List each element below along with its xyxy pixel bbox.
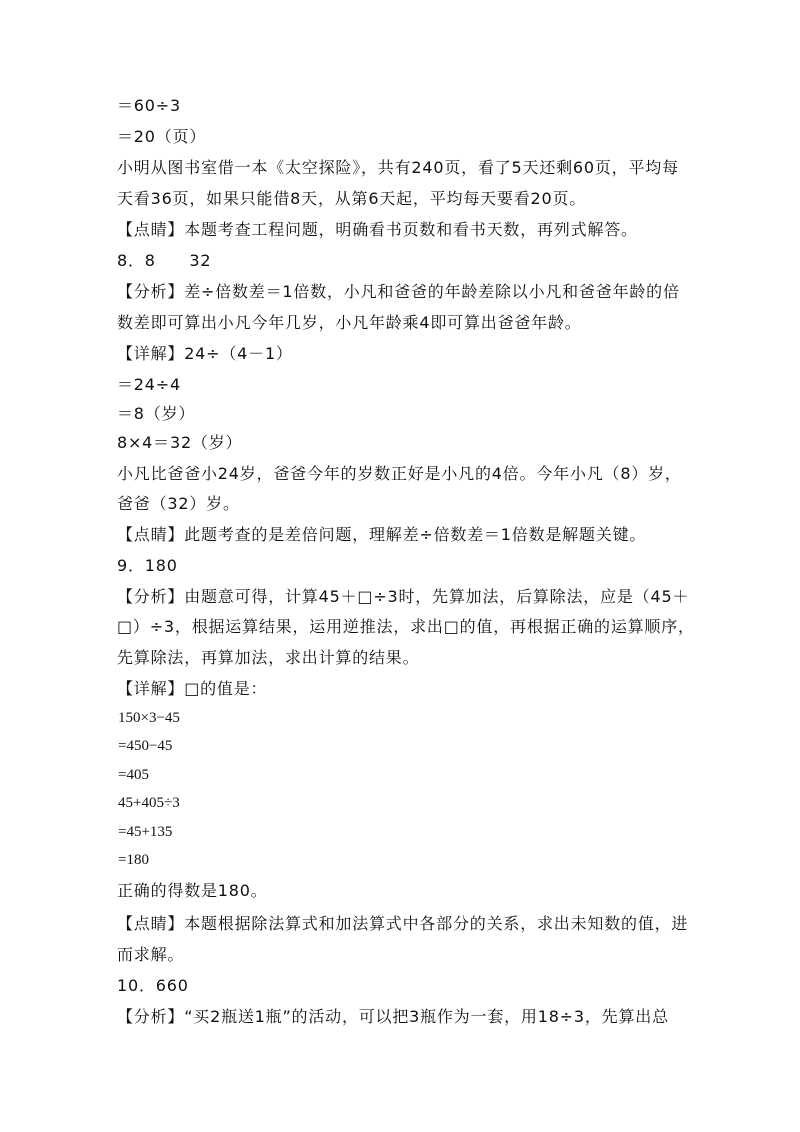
comment-text: 而求解。 bbox=[117, 945, 185, 964]
analysis-text: □）÷3，根据运算结果，运用逆推法，求出□的值，再根据正确的运算顺序， bbox=[117, 617, 695, 636]
analysis-text: 数差即可算出小凡今年几岁，小凡年龄乘4即可算出爸爸年龄。 bbox=[117, 313, 582, 332]
comment-text: 【点睛】本题考查工程问题，明确看书页数和看书天数，再列式解答。 bbox=[117, 220, 638, 239]
math-equation: =180 bbox=[118, 852, 149, 868]
solution-text: 【详解】24÷（4－1） bbox=[117, 344, 293, 363]
math-equation: 150×3−45 bbox=[118, 710, 180, 726]
question-number: 8．8 32 bbox=[117, 251, 212, 270]
equation-line: 8×4＝32（岁） bbox=[117, 433, 243, 452]
math-equation: =45+135 bbox=[118, 824, 173, 840]
answer-text: 爸爸（32）岁。 bbox=[117, 494, 240, 513]
equation-line: ＝60÷3 bbox=[117, 96, 181, 115]
analysis-text: 【分析】由题意可得，计算45＋□÷3时，先算加法，后算除法，应是（45＋ bbox=[117, 587, 690, 606]
question-number: 10．660 bbox=[117, 976, 189, 995]
analysis-text: 先算除法，再算加法，求出计算的结果。 bbox=[117, 648, 420, 667]
equation-line: ＝20（页） bbox=[117, 127, 207, 146]
solution-text: 【详解】□的值是： bbox=[117, 679, 268, 698]
comment-text: 【点睛】本题根据除法算式和加法算式中各部分的关系，求出未知数的值，进 bbox=[117, 914, 689, 933]
answer-text: 正确的得数是180。 bbox=[117, 881, 268, 900]
math-equation: =450−45 bbox=[118, 738, 173, 754]
answer-text: 小明从图书室借一本《太空探险》，共有240页，看了5天还剩60页，平均每 bbox=[117, 158, 679, 177]
question-number: 9．180 bbox=[117, 556, 178, 575]
answer-text: 天看36页，如果只能借8天，从第6天起，平均每天要看20页。 bbox=[117, 189, 587, 208]
math-equation: =405 bbox=[118, 767, 149, 783]
comment-text: 【点睛】此题考查的是差倍问题，理解差÷倍数差＝1倍数是解题关键。 bbox=[117, 525, 647, 544]
answer-text: 小凡比爸爸小24岁，爸爸今年的岁数正好是小凡的4倍。今年小凡（8）岁， bbox=[117, 464, 682, 483]
equation-line: ＝24÷4 bbox=[117, 375, 181, 394]
analysis-text: 【分析】差÷倍数差＝1倍数，小凡和爸爸的年龄差除以小凡和爸爸年龄的倍 bbox=[117, 282, 680, 301]
math-equation: 45+405÷3 bbox=[118, 795, 180, 811]
analysis-text: 【分析】“买2瓶送1瓶”的活动，可以把3瓶作为一套，用18÷3，先算出总 bbox=[117, 1007, 669, 1026]
equation-line: ＝8（岁） bbox=[117, 404, 196, 423]
